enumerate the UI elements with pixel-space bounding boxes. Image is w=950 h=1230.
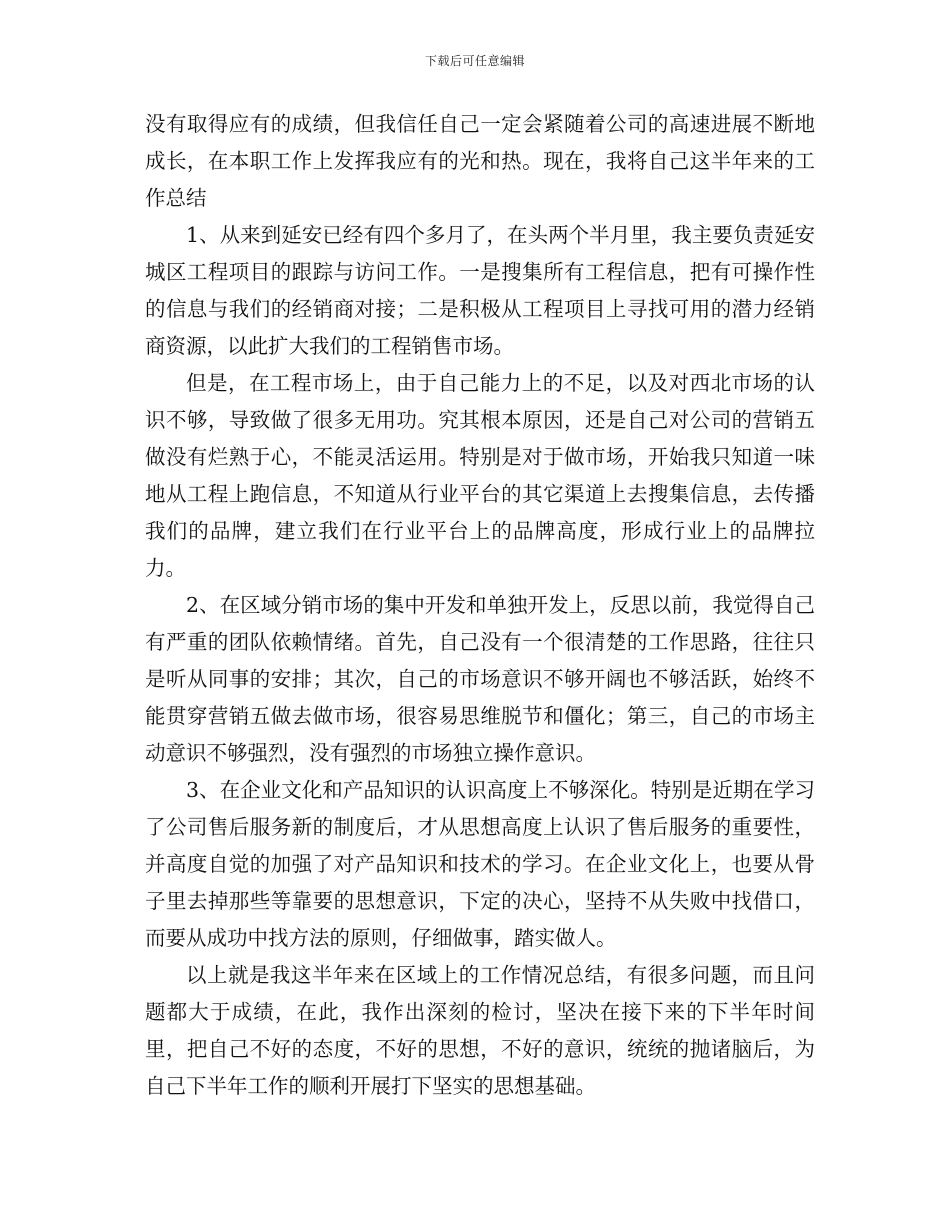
paragraph-item-1: 1、从来到延安已经有四个多月了，在头两个半月里，我主要负责延安城区工程项目的跟踪与访问工作。一是搜集所有工程信息，把有可操作性的信息与我们的经销商对接；二是积极从工程项目上寻找可用的潜力经销商资源，以此扩大我们的工程销售市场。 bbox=[145, 223, 815, 358]
paragraph-continuation: 没有取得应有的成绩，但我信任自己一定会紧随着公司的高速进展不断地成长，在本职工作上发挥我应有的光和热。现在，我将自己这半年来的工作总结 bbox=[145, 112, 815, 210]
page-header: 下载后可任意编辑 bbox=[424, 54, 525, 68]
paragraph-item-2: 2、在区域分销市场的集中开发和单独开发上，反思以前，我觉得自己有严重的团队依赖情绪。首先，自己没有一个很清楚的工作思路，往往只是听从同事的安排；其次，自己的市场意识不够开阔也不够活跃，始终不能贯穿营销五做去做市场，很容易思维脱节和僵化；第三，自己的市场主动意识不够强烈，没有强烈的市场独立操作意识。 bbox=[145, 593, 815, 765]
document-body bbox=[145, 106, 815, 1105]
paragraph-conclusion: 以上就是我这半年来在区域上的工作情况总结，有很多问题，而且问题都大于成绩，在此，我作出深刻的检讨，坚决在接下来的下半年时间里，把自己不好的态度，不好的思想，不好的意识，统统的抛诸脑后，为自己下半年工作的顺利开展打下坚实的思想基础。 bbox=[145, 963, 815, 1098]
paragraph-item-3: 3、在企业文化和产品知识的认识高度上不够深化。特别是近期在学习了公司售后服务新的制度后，才从思想高度上认识了售后服务的重要性，并高度自觉的加强了对产品知识和技术的学习。在企业文化上，也要从骨子里去掉那些等靠要的思想意识，下定的决心，坚持不从失败中找借口，而要从成功中找方法的原则，仔细做事，踏实做人。 bbox=[145, 778, 815, 950]
paragraph-engineering-market: 但是，在工程市场上，由于自己能力上的不足，以及对西北市场的认识不够，导致做了很多无用功。究其根本原因，还是自己对公司的营销五做没有烂熟于心，不能灵活运用。特别是对于做市场，开始我只知道一味地从工程上跑信息，不知道从行业平台的其它渠道上去搜集信息，去传播我们的品牌，建立我们在行业平台上的品牌高度，形成行业上的品牌拉力。 bbox=[145, 371, 815, 580]
